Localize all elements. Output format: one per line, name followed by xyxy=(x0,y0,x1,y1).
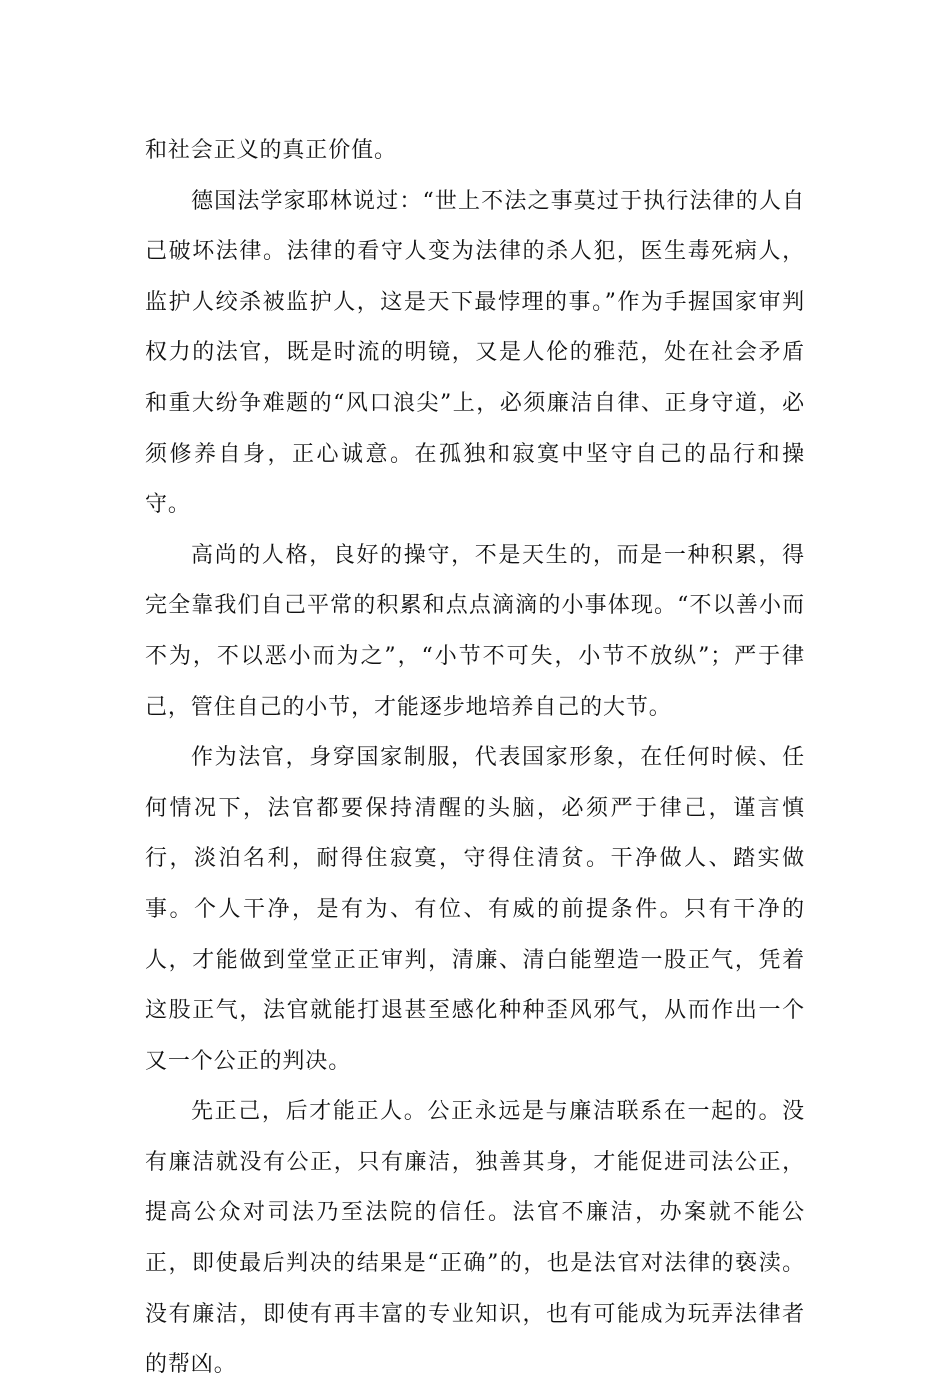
paragraph-continuation: 和社会正义的真正价值。 xyxy=(145,138,397,163)
paragraph-integrity-justice: 先正己，后才能正人。公正永远是与廉洁联系在一起的。没有廉洁就没有公正，只有廉洁，独善其身，才能促进司法公正，提高公众对司法乃至法院的信任。法官不廉洁，办案就不能公正，即使最后判决的结果是“正确”的，也是法官对法律的亵渎。没有廉洁，即使有再丰富的专业知识，也有可能成为玩弄法律者的帮凶。 xyxy=(145,1099,805,1378)
paragraph-jhering-quote: 德国法学家耶林说过：“世上不法之事莫过于执行法律的人自己破坏法律。法律的看守人变为法律的杀人犯，医生毒死病人，监护人绞杀被监护人，这是天下最悖理的事。”作为手握国家审判权力的法官，既是时流的明镜，又是人伦的雅范，处在社会矛盾和重大纷争难题的“风口浪尖”上，必须廉洁自律、正身守道，必须修养自身，正心诚意。在孤独和寂寞中坚守自己的品行和操守。 xyxy=(145,188,805,518)
paragraph-judge-conduct: 作为法官，身穿国家制服，代表国家形象，在任何时候、任何情况下，法官都要保持清醒的头脑，必须严于律己，谨言慎行，淡泊名利，耐得住寂寞，守得住清贫。干净做人、踏实做事。个人干净，是有为、有位、有威的前提条件。只有干净的人，才能做到堂堂正正审判，清廉、清白能塑造一股正气，凭着这股正气，法官就能打退甚至感化种种歪风邪气，从而作出一个又一个公正的判决。 xyxy=(145,745,805,1074)
document-page xyxy=(145,126,805,1391)
paragraph-noble-character: 高尚的人格，良好的操守，不是天生的，而是一种积累，得完全靠我们自己平常的积累和点点滴滴的小事体现。“不以善小而不为，不以恶小而为之”，“小节不可失，小节不放纵”；严于律己，管住自己的小节，才能逐步地培养自己的大节。 xyxy=(145,542,805,720)
